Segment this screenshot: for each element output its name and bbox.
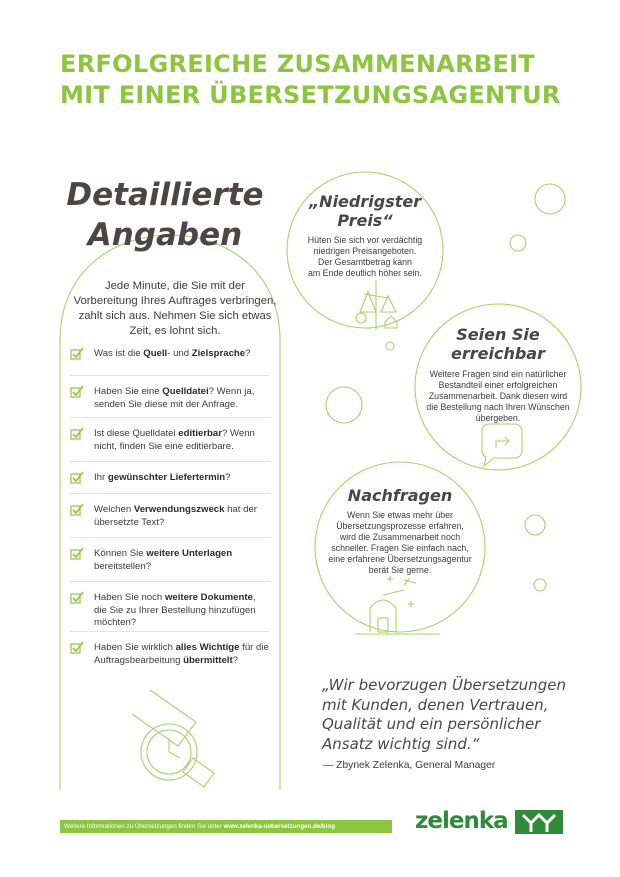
observatory-icon-lines <box>355 576 440 634</box>
checkbox-checked-icon <box>70 591 84 605</box>
checkbox-checked-icon <box>70 641 84 655</box>
left-heading-line-1: Detaillierte <box>66 177 264 213</box>
checklist-item-text: Haben Sie noch <box>94 592 165 603</box>
bubble-3 <box>326 387 362 423</box>
quote-line: Qualität und ein persönlicher <box>322 715 541 733</box>
footer-text <box>64 820 394 833</box>
checklist-item-emphasis: editierbar <box>178 428 222 439</box>
circle-price-title <box>300 192 430 230</box>
circle-price-text-line: am Ende deutlich höher sein. <box>308 268 422 278</box>
logo-wordmark: zelenka <box>415 808 508 834</box>
checklist-item-text: Ihr <box>94 472 108 483</box>
footer-text-prefix: Weitere Informationen zu Übersetzungen finden Sie unter <box>64 823 224 830</box>
circle-reachable-title-line-1: Seien Sie <box>456 325 540 344</box>
checklist-item-text: für die Auftragsbearbeitung <box>94 642 269 666</box>
checklist-item-emphasis: übermittelt <box>183 654 233 666</box>
checklist-item-text: ? <box>225 472 231 483</box>
circle-reachable-title-line-2: erreichbar <box>451 344 545 363</box>
checklist-item <box>70 342 270 376</box>
checklist-item-emphasis: Zielsprache <box>191 348 246 359</box>
bubble-4 <box>386 342 394 350</box>
circle-questions-text-line: schneller. Fragen Sie einfach nach, <box>331 543 469 553</box>
circle-price-title-line-1: „Niedrigster <box>308 192 422 211</box>
circle-questions-title <box>318 486 482 505</box>
checklist-item <box>70 418 270 462</box>
circle-questions-title-line: Nachfragen <box>347 486 453 505</box>
checklist-item-text: Welchen <box>94 504 134 515</box>
intro-text: Jede Minute, die Sie mit der Vorbereitung Ihres Auftrages verbringen, zahlt sich aus. Nehmen Sie sich etwas Zeit, es lohnt sich. <box>73 280 277 337</box>
checklist-item-text: Haben Sie wirklich <box>94 642 176 653</box>
checklist-item-emphasis: Quell <box>143 348 168 359</box>
bubble-6 <box>534 579 546 591</box>
circle-reachable <box>418 325 578 424</box>
circle-price-text-line: Der Gesamtbetrag kann <box>318 257 412 267</box>
speech-bubble-icon-lines <box>482 424 522 466</box>
checklist-item-text: ? Wenn nicht, finden Sie eine editierbare. <box>94 428 255 452</box>
checklist-item-text: ? <box>245 348 251 359</box>
checklist-item-text: Haben Sie eine <box>94 386 163 397</box>
circle-reachable-text-line: Bestandteil einer erfolgreichen <box>438 380 558 390</box>
quote-author: — Zbynek Zelenka, General Manager <box>323 760 496 771</box>
page-title <box>60 49 600 111</box>
quote-line: mit Kunden, denen Vertrauen, <box>322 695 549 714</box>
checklist-item-text: Ist diese Quelldatei <box>94 428 179 439</box>
checkbox-checked-icon <box>70 347 84 361</box>
circle-price-text <box>300 235 430 279</box>
circle-reachable-title <box>418 325 578 363</box>
checklist-item-text: ? Wenn ja, senden Sie diese mit der Anfrage. <box>94 386 255 410</box>
bubble-2 <box>510 235 526 251</box>
checklist-item-emphasis: weitere Unterlagen <box>146 548 233 559</box>
quote-line: Ansatz wichtig sind.“ <box>322 734 480 753</box>
checklist-item <box>70 632 270 674</box>
checklist-item-text: - und <box>167 348 192 359</box>
circle-questions-text-line: eine erfahrene Übersetzungsagentur <box>328 554 472 564</box>
checklist-item-emphasis: weitere Dokumente <box>164 592 253 603</box>
circle-reachable-text-line: Weitere Fragen sind ein natürlicher <box>429 369 567 379</box>
circle-questions-text-line: Übersetzungsprozesse erfahren, <box>336 521 464 531</box>
watch-icon <box>132 690 214 787</box>
circle-questions-text-line: wird die Zusammenarbeit noch <box>339 532 461 542</box>
checklist-item-text: ? <box>232 654 238 666</box>
circle-questions-text-line: berät Sie gerne. <box>368 565 432 575</box>
quote-line: „Wir bevorzugen Übersetzungen <box>322 676 566 694</box>
scales-icon-lines <box>356 280 397 330</box>
circle-reachable-text-line: die Bestellung nach Ihren Wünschen <box>426 402 570 412</box>
zelenka-logo <box>415 806 565 836</box>
checkbox-checked-icon <box>70 471 84 485</box>
checklist-item <box>70 462 270 494</box>
left-heading-line-2: Angaben <box>87 217 243 253</box>
title-line-1: ERFOLGREICHE ZUSAMMENARBEIT <box>60 50 536 78</box>
bubble-1 <box>535 184 565 214</box>
checkbox-checked-icon <box>70 385 84 399</box>
circle-price <box>300 192 430 279</box>
bubble-5 <box>525 515 545 535</box>
quote <box>322 676 592 754</box>
circle-reachable-text-line: übergeben. <box>475 413 521 423</box>
footer-link[interactable]: www.zelenka-uebersetzungen.de/blog <box>223 823 335 830</box>
circle-price-text-line: niedrigen Preisangeboten. <box>313 246 417 256</box>
checklist-item-text: bereitstellen? <box>94 560 152 572</box>
checklist-item-text: Können Sie <box>94 548 147 559</box>
circle-reachable-text <box>418 369 578 424</box>
title-line-2: MIT EINER ÜBERSETZUNGSAGENTUR <box>60 81 561 109</box>
circle-price-title-line-2: Preis“ <box>337 211 393 230</box>
checklist-item <box>70 494 270 538</box>
circle-questions-text <box>318 510 482 576</box>
checkbox-checked-icon <box>70 427 84 441</box>
circle-price-text-line: Hüten Sie sich vor verdächtig <box>307 235 423 245</box>
circle-questions <box>318 486 482 576</box>
checklist-item-text: Was ist die <box>94 348 144 359</box>
checklist-item-emphasis: alles Wichtige <box>175 642 240 653</box>
checklist-item-emphasis: Verwendungszweck <box>133 504 225 515</box>
checklist-item-text: , die Sie zu Ihrer Bestellung hinzufügen möchten? <box>94 592 256 629</box>
left-heading <box>60 175 270 255</box>
checklist <box>70 342 270 674</box>
circle-questions-text-line: Wenn Sie etwas mehr über <box>347 510 453 520</box>
checklist-item-emphasis: gewünschter Liefertermin <box>107 472 226 483</box>
checkbox-checked-icon <box>70 547 84 561</box>
checklist-item-emphasis: Quelldatei <box>162 386 209 397</box>
checklist-item <box>70 376 270 418</box>
checklist-item <box>70 538 270 582</box>
checkbox-checked-icon <box>70 503 84 517</box>
checklist-item-text: hat der übersetzte Text? <box>94 504 258 528</box>
logo-tree-icon <box>515 810 563 834</box>
checklist-item <box>70 582 270 632</box>
circle-reachable-text-line: Zusammenarbeit. Dank diesen wird <box>428 391 568 401</box>
